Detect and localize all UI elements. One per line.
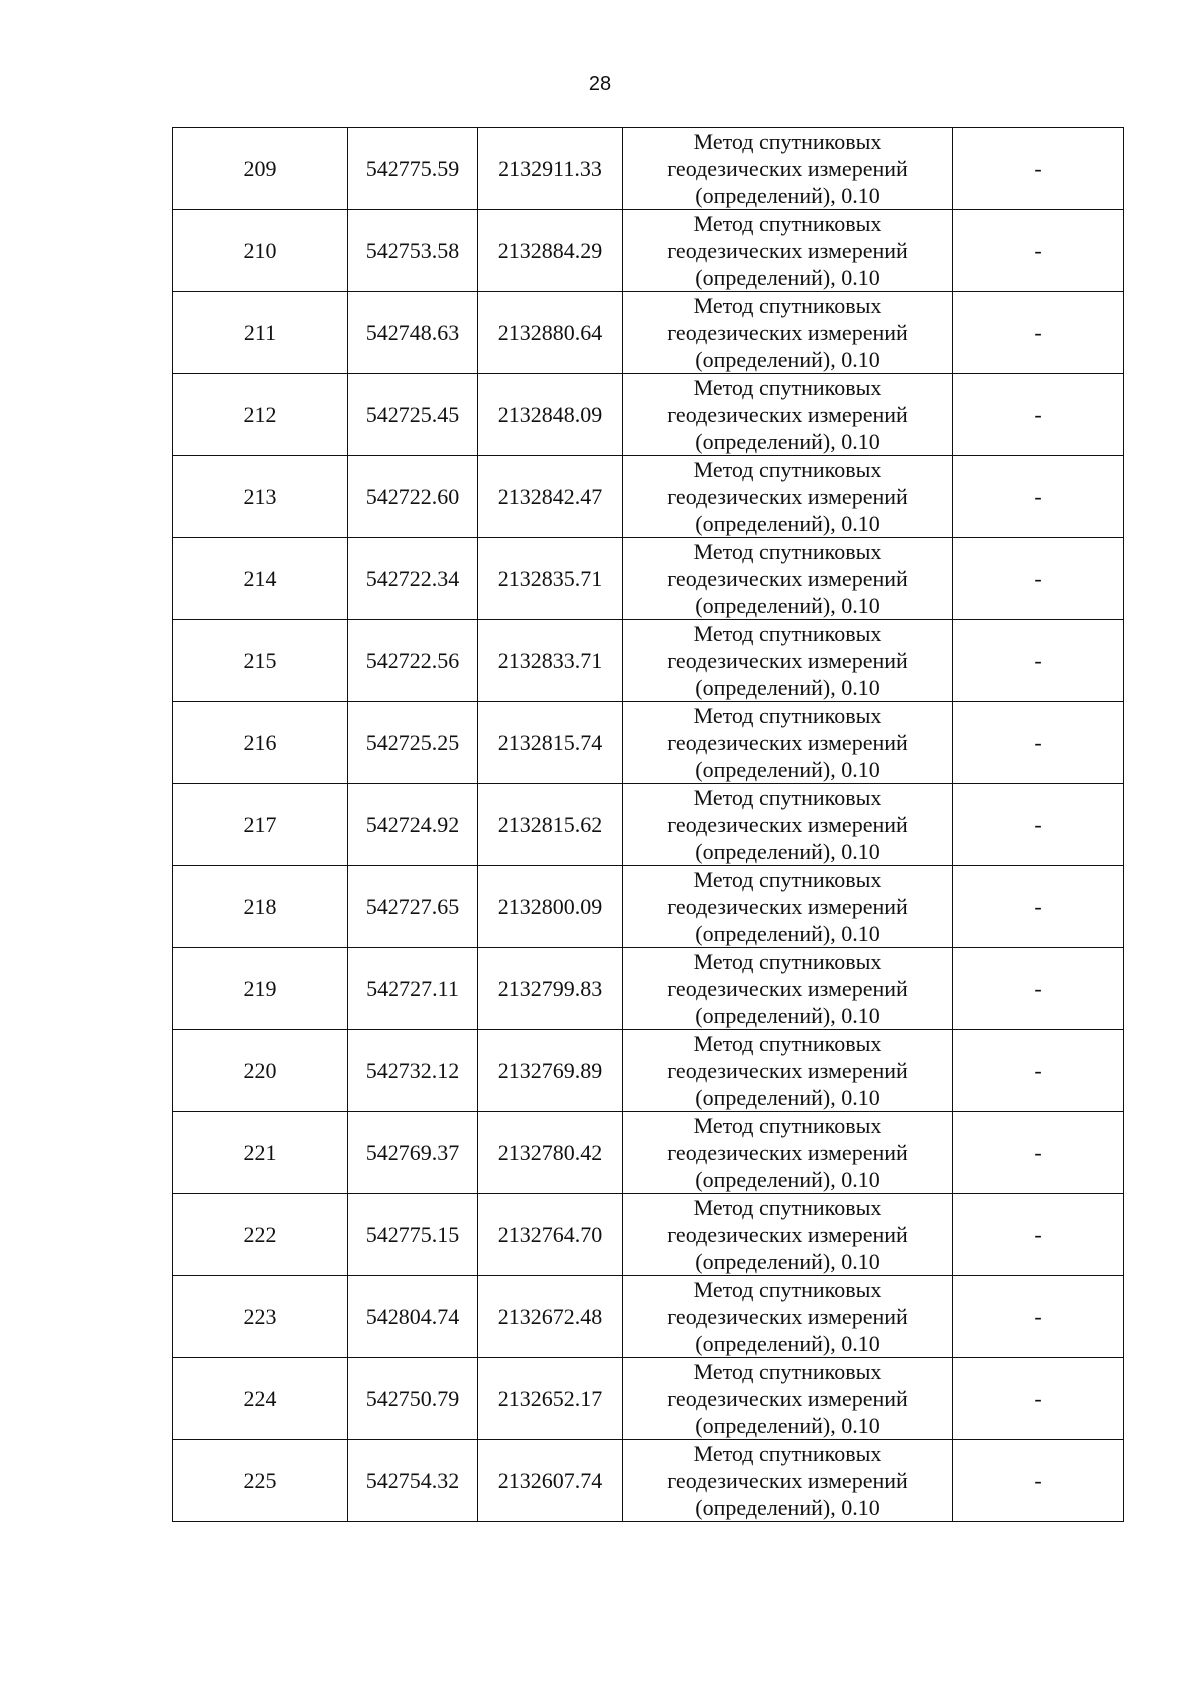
method-line: (определений), 0.10: [695, 921, 880, 946]
table-row: [173, 702, 1124, 784]
description-cell: -: [953, 620, 1124, 702]
table-row: [173, 374, 1124, 456]
method-line: (определений), 0.10: [695, 757, 880, 782]
method-line: геодезических измерений: [667, 484, 908, 509]
point-number-cell: 219: [173, 948, 348, 1030]
method-line: Метод спутниковых: [693, 1359, 882, 1384]
method-cell: [623, 210, 953, 292]
description-cell: -: [953, 456, 1124, 538]
table-row: [173, 948, 1124, 1030]
table-row: [173, 210, 1124, 292]
y-coordinate-cell: 2132884.29: [478, 210, 623, 292]
y-coordinate-cell: 2132764.70: [478, 1194, 623, 1276]
page-number: 28: [588, 73, 612, 95]
method-cell: [623, 1194, 953, 1276]
method-line: Метод спутниковых: [693, 1113, 882, 1138]
point-number-cell: 216: [173, 702, 348, 784]
x-coordinate-cell: 542722.34: [348, 538, 478, 620]
method-line: геодезических измерений: [667, 812, 908, 837]
table-row: [173, 456, 1124, 538]
description-cell: -: [953, 210, 1124, 292]
method-line: (определений), 0.10: [695, 1413, 880, 1438]
y-coordinate-cell: 2132848.09: [478, 374, 623, 456]
coordinates-table-body: [173, 128, 1124, 1522]
method-cell: [623, 538, 953, 620]
method-line: Метод спутниковых: [693, 211, 882, 236]
x-coordinate-cell: 542725.25: [348, 702, 478, 784]
method-cell: [623, 1358, 953, 1440]
point-number-cell: 212: [173, 374, 348, 456]
method-line: (определений), 0.10: [695, 1003, 880, 1028]
x-coordinate-cell: 542804.74: [348, 1276, 478, 1358]
x-coordinate-cell: 542775.15: [348, 1194, 478, 1276]
table-row: [173, 1440, 1124, 1522]
x-coordinate-cell: 542727.65: [348, 866, 478, 948]
y-coordinate-cell: 2132833.71: [478, 620, 623, 702]
method-cell: [623, 1276, 953, 1358]
table-row: [173, 292, 1124, 374]
y-coordinate-cell: 2132815.74: [478, 702, 623, 784]
method-line: геодезических измерений: [667, 320, 908, 345]
point-number-cell: 221: [173, 1112, 348, 1194]
method-line: Метод спутниковых: [693, 621, 882, 646]
method-line: геодезических измерений: [667, 1058, 908, 1083]
point-number-cell: 218: [173, 866, 348, 948]
method-line: геодезических измерений: [667, 976, 908, 1001]
method-line: Метод спутниковых: [693, 785, 882, 810]
method-line: (определений), 0.10: [695, 265, 880, 290]
method-line: Метод спутниковых: [693, 703, 882, 728]
x-coordinate-cell: 542754.32: [348, 1440, 478, 1522]
x-coordinate-cell: 542727.11: [348, 948, 478, 1030]
method-line: Метод спутниковых: [693, 375, 882, 400]
method-line: геодезических измерений: [667, 566, 908, 591]
description-cell: -: [953, 128, 1124, 210]
coordinates-table: [172, 127, 1124, 1522]
method-cell: [623, 1030, 953, 1112]
table-row: [173, 1358, 1124, 1440]
method-line: (определений), 0.10: [695, 429, 880, 454]
method-line: Метод спутниковых: [693, 1277, 882, 1302]
method-line: Метод спутниковых: [693, 457, 882, 482]
y-coordinate-cell: 2132842.47: [478, 456, 623, 538]
y-coordinate-cell: 2132911.33: [478, 128, 623, 210]
y-coordinate-cell: 2132769.89: [478, 1030, 623, 1112]
method-line: (определений), 0.10: [695, 1085, 880, 1110]
point-number-cell: 214: [173, 538, 348, 620]
method-line: геодезических измерений: [667, 1386, 908, 1411]
method-cell: [623, 374, 953, 456]
method-line: Метод спутниковых: [693, 1031, 882, 1056]
method-cell: [623, 866, 953, 948]
method-cell: [623, 292, 953, 374]
table-row: [173, 1194, 1124, 1276]
method-line: (определений), 0.10: [695, 839, 880, 864]
description-cell: -: [953, 538, 1124, 620]
point-number-cell: 224: [173, 1358, 348, 1440]
description-cell: -: [953, 702, 1124, 784]
y-coordinate-cell: 2132780.42: [478, 1112, 623, 1194]
method-line: (определений), 0.10: [695, 675, 880, 700]
method-line: геодезических измерений: [667, 156, 908, 181]
method-line: Метод спутниковых: [693, 867, 882, 892]
table-row: [173, 1030, 1124, 1112]
method-cell: [623, 1440, 953, 1522]
x-coordinate-cell: 542748.63: [348, 292, 478, 374]
y-coordinate-cell: 2132835.71: [478, 538, 623, 620]
method-line: (определений), 0.10: [695, 511, 880, 536]
description-cell: -: [953, 1358, 1124, 1440]
x-coordinate-cell: 542725.45: [348, 374, 478, 456]
method-line: Метод спутниковых: [693, 1195, 882, 1220]
table-row: [173, 784, 1124, 866]
description-cell: -: [953, 292, 1124, 374]
method-line: Метод спутниковых: [693, 1441, 882, 1466]
method-cell: [623, 702, 953, 784]
method-line: геодезических измерений: [667, 730, 908, 755]
point-number-cell: 215: [173, 620, 348, 702]
x-coordinate-cell: 542732.12: [348, 1030, 478, 1112]
point-number-cell: 220: [173, 1030, 348, 1112]
description-cell: -: [953, 1194, 1124, 1276]
method-line: геодезических измерений: [667, 1222, 908, 1247]
table-row: [173, 538, 1124, 620]
description-cell: -: [953, 1112, 1124, 1194]
y-coordinate-cell: 2132672.48: [478, 1276, 623, 1358]
method-line: геодезических измерений: [667, 402, 908, 427]
method-line: (определений), 0.10: [695, 183, 880, 208]
description-cell: -: [953, 784, 1124, 866]
x-coordinate-cell: 542753.58: [348, 210, 478, 292]
table-row: [173, 128, 1124, 210]
description-cell: -: [953, 948, 1124, 1030]
x-coordinate-cell: 542769.37: [348, 1112, 478, 1194]
y-coordinate-cell: 2132799.83: [478, 948, 623, 1030]
description-cell: -: [953, 374, 1124, 456]
point-number-cell: 225: [173, 1440, 348, 1522]
method-line: геодезических измерений: [667, 648, 908, 673]
method-line: (определений), 0.10: [695, 593, 880, 618]
point-number-cell: 213: [173, 456, 348, 538]
description-cell: -: [953, 866, 1124, 948]
y-coordinate-cell: 2132652.17: [478, 1358, 623, 1440]
method-line: (определений), 0.10: [695, 1495, 880, 1520]
description-cell: -: [953, 1030, 1124, 1112]
description-cell: -: [953, 1440, 1124, 1522]
method-line: Метод спутниковых: [693, 539, 882, 564]
method-cell: [623, 948, 953, 1030]
point-number-cell: 211: [173, 292, 348, 374]
method-cell: [623, 1112, 953, 1194]
x-coordinate-cell: 542722.60: [348, 456, 478, 538]
x-coordinate-cell: 542722.56: [348, 620, 478, 702]
method-cell: [623, 128, 953, 210]
method-line: (определений), 0.10: [695, 1167, 880, 1192]
point-number-cell: 209: [173, 128, 348, 210]
y-coordinate-cell: 2132800.09: [478, 866, 623, 948]
point-number-cell: 223: [173, 1276, 348, 1358]
method-line: Метод спутниковых: [693, 293, 882, 318]
x-coordinate-cell: 542724.92: [348, 784, 478, 866]
method-line: Метод спутниковых: [693, 129, 882, 154]
table-row: [173, 1112, 1124, 1194]
method-line: (определений), 0.10: [695, 347, 880, 372]
method-line: геодезических измерений: [667, 238, 908, 263]
method-line: (определений), 0.10: [695, 1249, 880, 1274]
point-number-cell: 217: [173, 784, 348, 866]
method-line: геодезических измерений: [667, 1140, 908, 1165]
y-coordinate-cell: 2132880.64: [478, 292, 623, 374]
table-row: [173, 866, 1124, 948]
table-row: [173, 620, 1124, 702]
method-line: геодезических измерений: [667, 1304, 908, 1329]
method-cell: [623, 456, 953, 538]
y-coordinate-cell: 2132815.62: [478, 784, 623, 866]
method-cell: [623, 620, 953, 702]
method-line: геодезических измерений: [667, 1468, 908, 1493]
table-row: [173, 1276, 1124, 1358]
method-cell: [623, 784, 953, 866]
y-coordinate-cell: 2132607.74: [478, 1440, 623, 1522]
method-line: Метод спутниковых: [693, 949, 882, 974]
method-line: геодезических измерений: [667, 894, 908, 919]
method-line: (определений), 0.10: [695, 1331, 880, 1356]
x-coordinate-cell: 542750.79: [348, 1358, 478, 1440]
point-number-cell: 210: [173, 210, 348, 292]
description-cell: -: [953, 1276, 1124, 1358]
x-coordinate-cell: 542775.59: [348, 128, 478, 210]
point-number-cell: 222: [173, 1194, 348, 1276]
